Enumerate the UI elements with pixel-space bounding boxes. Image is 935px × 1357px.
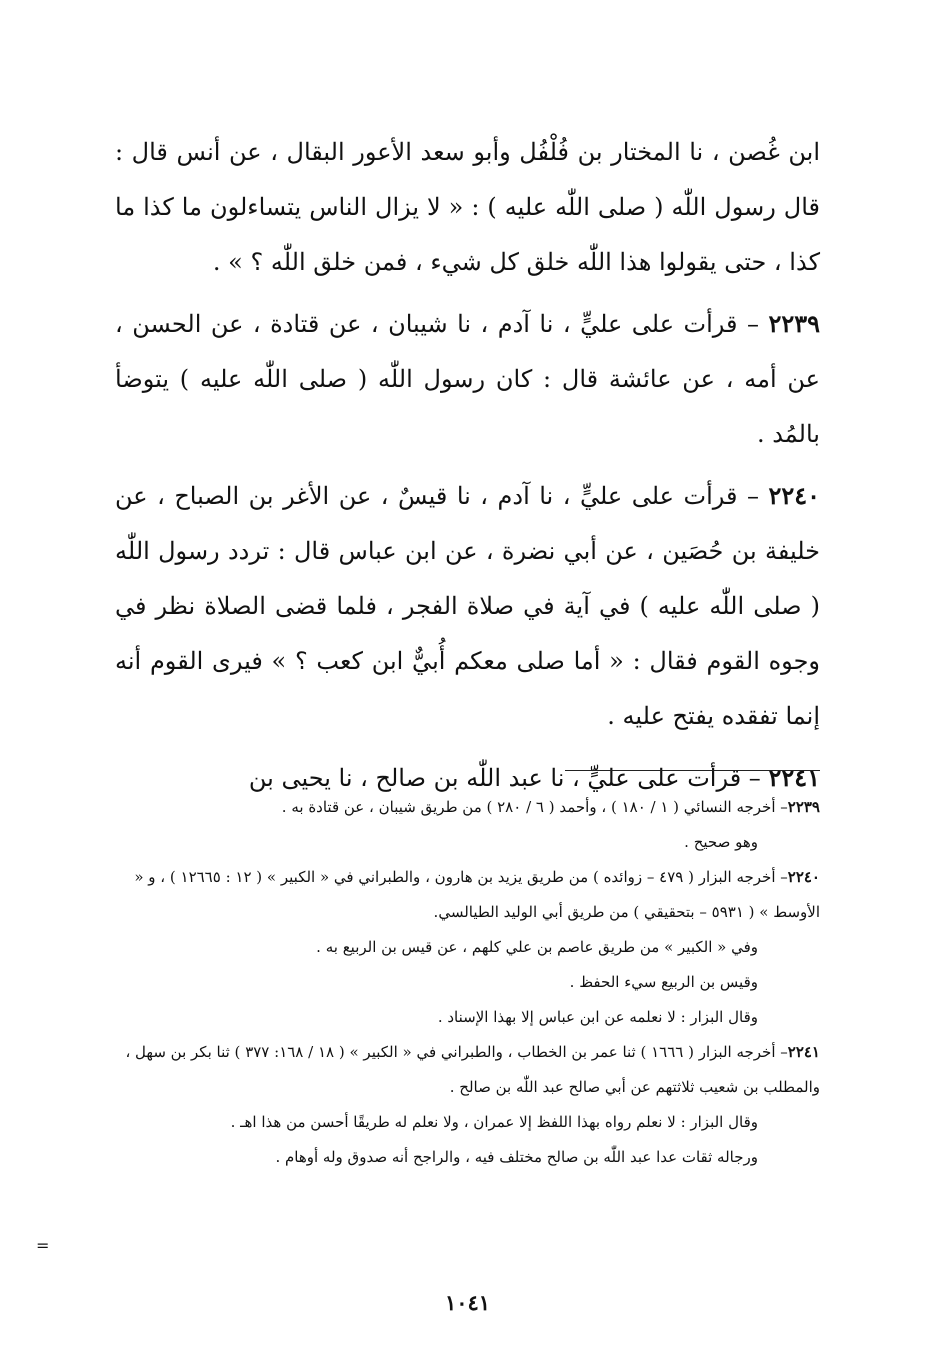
hadith-number: ٢٢٤٠ xyxy=(768,481,820,510)
footnotes xyxy=(115,790,820,1175)
main-text xyxy=(115,125,820,806)
hadith-text: – قرأت على عليٍّ ، نا آدم ، نا شيبان ، عن قتادة ، عن الحسن ، عن أمه ، عن عائشة قال : كان رسول اللّٰه ( صلى اللّٰه عليه ) يتوضأ بالمُد . xyxy=(115,310,820,448)
footnote-text: – أخرجه البزار ( ١٦٦٦ ) ثنا عمر بن الخطاب ، والطبراني في « الكبير » ( ١٨ / ١٦٨: ٣٧٧ ) ثنا بكر بن سهل ، والمطلب بن شعيب ثلاثتهم عن أبي صالح عبد اللّٰه بن صالح . xyxy=(125,1043,820,1096)
footnote-number: ٢٢٤٠ xyxy=(787,868,820,886)
continuation-mark: = xyxy=(36,1236,50,1255)
footnote-divider xyxy=(565,770,820,771)
hadith-2240 xyxy=(115,468,820,744)
footnote-text: – أخرجه النسائي ( ١ / ١٨٠ ) ، وأحمد ( ٦ / ٢٨٠ ) من طريق شيبان ، عن قتادة به . xyxy=(281,798,788,816)
footnote-line: وفي « الكبير » من طريق عاصم بن علي كلهم ، عن قيس بن الربيع به . xyxy=(316,938,758,956)
hadith-text: – قرأت على عليٍّ ، نا آدم ، نا قيسٌ ، عن الأغر بن الصباح ، عن خليفة بن حُصَين ، عن أبي نضرة ، عن ابن عباس قال : تردد رسول اللّٰه ( صلى اللّٰه عليه ) في آية في صلاة الفجر ، فلما قضى الصلاة نظر في وجوه القوم فقال : « أما صلى معكم أُبيٌّ ابن كعب ؟ » فيرى القوم أنه إنما تفقده يفتح عليه . xyxy=(115,482,820,730)
footnote-line: ورجاله ثقات عدا عبد اللّٰه بن صالح مختلف فيه ، والراجح أنه صدوق وله أوهام . xyxy=(275,1148,758,1166)
footnote-line: وقال البزار : لا نعلم رواه بهذا اللفظ إلا عمران ، ولا نعلم له طريقًا أحسن من هذا اهـ . xyxy=(230,1113,758,1131)
footnote-2240 xyxy=(115,860,820,930)
footnote-line: وقيس بن الربيع سيء الحفظ . xyxy=(569,973,758,991)
footnote-2239 xyxy=(115,790,820,825)
footnote-line: وهو صحيح . xyxy=(684,833,758,851)
hadith-number: ٢٢٣٩ xyxy=(768,309,820,338)
footnote-number: ٢٢٤١ xyxy=(787,1043,820,1061)
footnote-2241 xyxy=(115,1035,820,1105)
hadith-2239 xyxy=(115,296,820,462)
footnote-line: وقال البزار : لا نعلمه عن ابن عباس إلا بهذا الإسناد . xyxy=(437,1008,758,1026)
hadith-number: ٢٢٤١ xyxy=(768,763,820,792)
hadith-text: – قرأت على عليٍّ ، نا عبد اللّٰه بن صالح ، نا يحيى بن xyxy=(248,764,769,792)
footnote-text: – أخرجه البزار ( ٤٧٩ – زوائده ) من طريق يزيد بن هارون ، والطبراني في « الكبير » ( ١٢ : ١٢٦٦٥ ) ، و « الأوسط » ( ٥٩٣١ – بتحقيقي ) من طريق أبي الوليد الطيالسي. xyxy=(134,868,820,921)
hadith-continuation: ابن غُصن ، نا المختار بن فُلْفُل وأبو سعد الأعور البقال ، عن أنس قال : قال رسول اللّٰه ( صلى اللّٰه عليه ) : « لا يزال الناس يتساءلون ما كذا ما كذا ، حتى يقولوا هذا اللّٰه خلق كل شيء ، فمن خلق اللّٰه ؟ » . xyxy=(115,138,820,276)
footnote-number: ٢٢٣٩ xyxy=(787,798,820,816)
page-number: ١٠٤١ xyxy=(444,1290,491,1315)
